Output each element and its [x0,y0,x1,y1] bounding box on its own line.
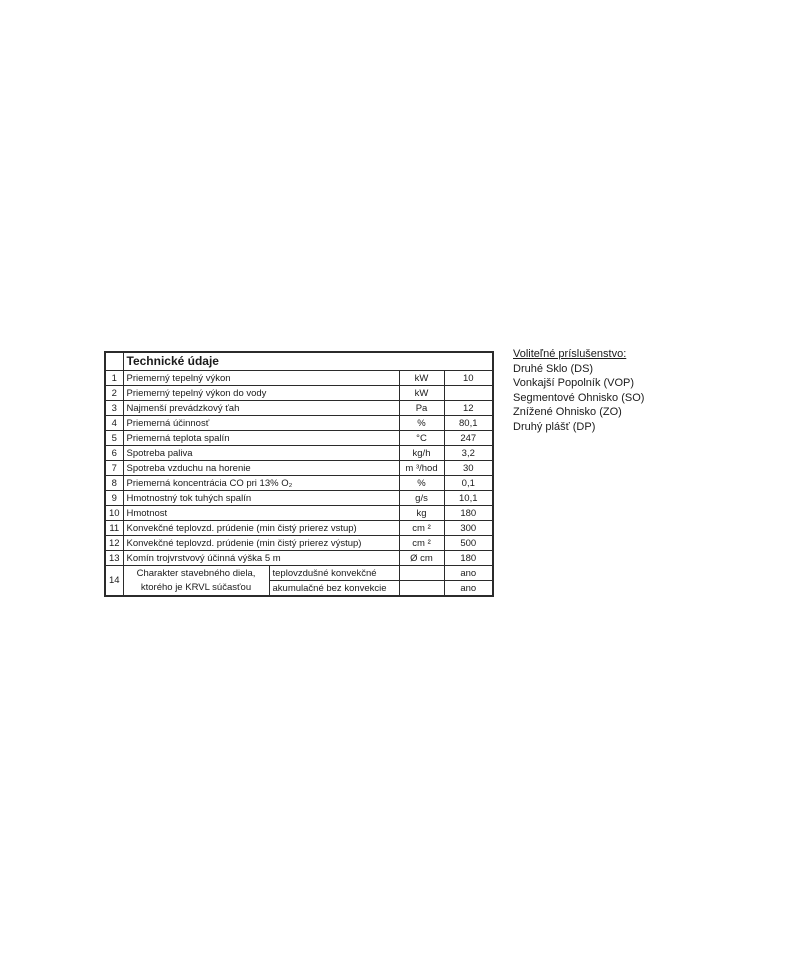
row-label: Spotreba vzduchu na horenie [123,461,399,476]
accessory-item: Druhý plášť (DP) [513,420,596,433]
row-number: 8 [105,476,123,491]
accessory-item: Vonkajší Popolník (VOP) [513,377,635,390]
accessory-item: Znížené Ohnisko (ZO) [513,406,622,419]
table-row [105,416,493,431]
table-row [105,461,493,476]
header-number-cell [105,352,123,371]
row-value: 180 [444,506,493,521]
table-header-row [105,352,493,371]
row-number: 1 [105,371,123,386]
row-unit: Pa [399,401,444,416]
optional-accessories [513,347,644,435]
row-label: Priemerná koncentrácia CO pri 13% O₂ [123,476,399,491]
row-unit: cm ² [399,521,444,536]
table-row [105,401,493,416]
row-label: Priemerná účinnosť [123,416,399,431]
row-14-sublabel: teplovzdušné konvekčné [269,566,399,581]
row-number: 13 [105,551,123,566]
row-number: 14 [105,566,123,597]
row-value [444,386,493,401]
row-number: 3 [105,401,123,416]
row-unit: kg/h [399,446,444,461]
technical-data-table [104,351,494,597]
row-label: Komín trojvrstvový účinná výška 5 m [123,551,399,566]
row-unit: % [399,416,444,431]
row-14-label-line1: Charakter stavebného diela, [136,567,256,579]
row-number: 7 [105,461,123,476]
row-number: 2 [105,386,123,401]
row-value: 180 [444,551,493,566]
row-unit: kW [399,386,444,401]
table-row [105,446,493,461]
row-value: 247 [444,431,493,446]
accessories-title: Voliteľné príslušenstvo: [513,348,627,360]
row-unit: % [399,476,444,491]
table-row [105,386,493,401]
row-value: 10,1 [444,491,493,506]
row-unit: m ³/hod [399,461,444,476]
table-row [105,371,493,386]
row-unit: Ø cm [399,551,444,566]
row-label: Konvekčné teplovzd. prúdenie (min čistý prierez výstup) [123,536,399,551]
row-number: 4 [105,416,123,431]
row-value: 80,1 [444,416,493,431]
row-value: 3,2 [444,446,493,461]
table-row [105,476,493,491]
row-unit: cm ² [399,536,444,551]
row-14-sublabel: akumulačné bez konvekcie [269,581,399,597]
row-unit: °C [399,431,444,446]
row-label: Spotreba paliva [123,446,399,461]
row-number: 6 [105,446,123,461]
row-value: 12 [444,401,493,416]
table-row [105,431,493,446]
row-unit [399,566,444,581]
row-value: 0,1 [444,476,493,491]
table-title: Technické údaje [123,352,493,371]
table-row [105,551,493,566]
row-number: 10 [105,506,123,521]
row-unit: kg [399,506,444,521]
row-value: 500 [444,536,493,551]
row-number: 9 [105,491,123,506]
row-value: 300 [444,521,493,536]
row-label: Hmotnostný tok tuhých spalín [123,491,399,506]
row-label: Hmotnost [123,506,399,521]
row-unit: g/s [399,491,444,506]
row-value: ano [444,581,493,597]
table-row-14a [105,566,493,581]
row-label: Najmenší prevádzkový ťah [123,401,399,416]
accessory-item: Druhé Sklo (DS) [513,362,594,375]
row-unit [399,581,444,597]
row-label: Konvekčné teplovzd. prúdenie (min čistý prierez vstup) [123,521,399,536]
row-label: Priemerný tepelný výkon do vody [123,386,399,401]
row-number: 11 [105,521,123,536]
row-14-label [123,566,269,597]
row-label: Priemerná teplota spalín [123,431,399,446]
row-value: 10 [444,371,493,386]
row-14-label-line2: ktorého je KRVL súčasťou [140,581,252,593]
row-value: 30 [444,461,493,476]
table-row [105,491,493,506]
accessory-item: Segmentové Ohnisko (SO) [513,391,645,404]
row-number: 12 [105,536,123,551]
row-unit: kW [399,371,444,386]
table-row [105,506,493,521]
table-row [105,536,493,551]
row-label: Priemerný tepelný výkon [123,371,399,386]
table-row [105,521,493,536]
row-number: 5 [105,431,123,446]
row-value: ano [444,566,493,581]
